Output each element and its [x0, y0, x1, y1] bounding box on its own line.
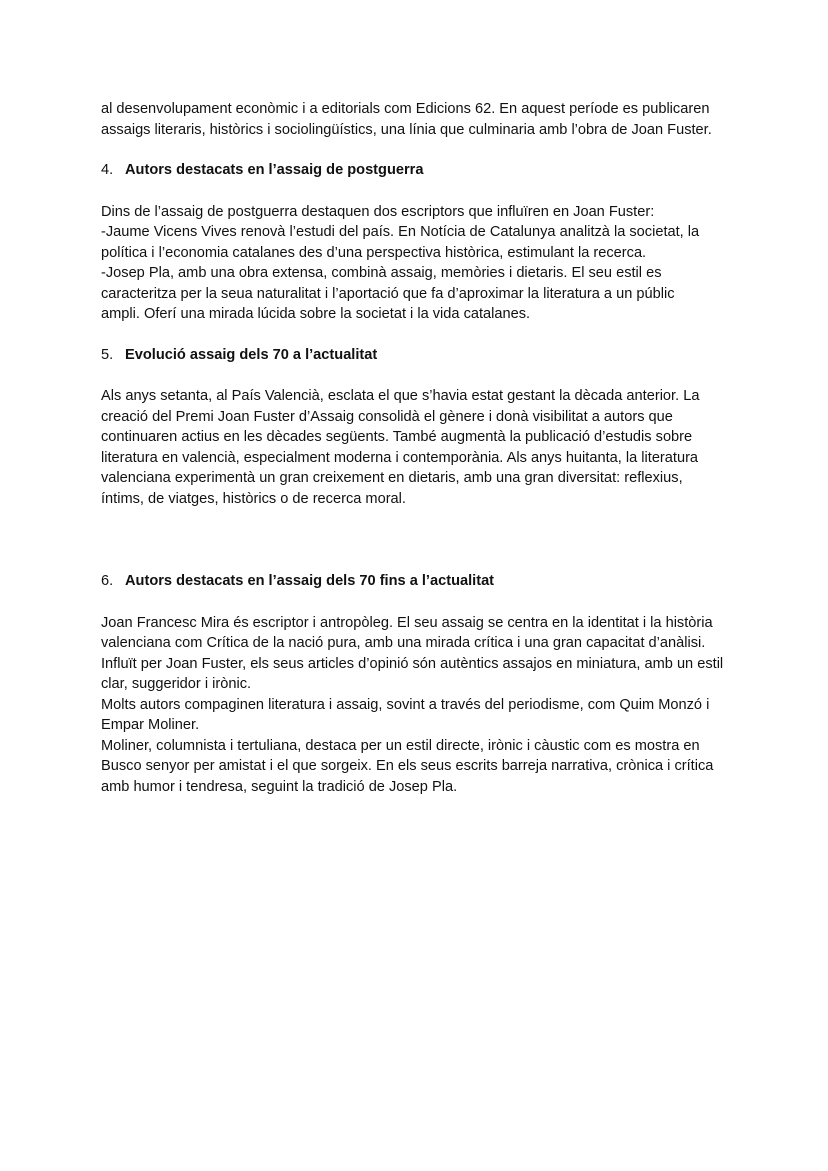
section-title: Evolució assaig dels 70 a l’actualitat	[125, 346, 378, 363]
paragraph-line: ampli. Oferí una mirada lúcida sobre la societat i la vida catalanes.	[101, 306, 531, 322]
section-6-paragraph	[101, 613, 761, 798]
paragraph-line: caracteritza per la seua naturalitat i l’aportació que fa d’aproximar la literatura a un públic	[101, 285, 675, 302]
paragraph-line: clar, suggeridor i irònic.	[101, 676, 252, 692]
document-content	[101, 99, 761, 797]
section-4-paragraph	[101, 202, 761, 325]
section-heading-5	[101, 345, 761, 366]
paragraph-line: valenciana experimentà un gran creixement en dietaris, amb una gran diversitat: reflexius,	[101, 470, 683, 486]
section-number: 6.	[101, 573, 114, 589]
paragraph-line: Moliner, columnista i tertuliana, destaca per un estil directe, irònic i càustic com es mostra en	[101, 737, 700, 754]
paragraph-line: Molts autors compaginen literatura i assaig, sovint a través del periodisme, com Quim Monzó i	[101, 696, 710, 713]
paragraph-line: Influït per Joan Fuster, els seus articles d’opinió són autèntics assajos en miniatura, amb un estil	[101, 655, 724, 672]
paragraph-line: Dins de l’assaig de postguerra destaquen dos escriptors que influïren en Joan Fuster:	[101, 203, 655, 220]
paragraph-line: -Josep Pla, amb una obra extensa, combinà assaig, memòries i dietaris. El seu estil es	[101, 265, 662, 281]
section-5-paragraph	[101, 386, 761, 509]
paragraph-line: creació del Premi Joan Fuster d’Assaig consolidà el gènere i donà visibilitat a autors que	[101, 408, 673, 425]
paragraph-line: assaigs literaris, històrics i sociolingüístics, una línia que culminaria amb l’obra de Joan Fuster.	[101, 121, 712, 138]
paragraph-line: amb humor i tendresa, seguint la tradició de Josep Pla.	[101, 778, 458, 795]
section-heading-4	[101, 160, 761, 181]
paragraph-line: al desenvolupament econòmic i a editorials com Edicions 62. En aquest període es publicaren	[101, 101, 710, 117]
intro-paragraph	[101, 99, 761, 140]
paragraph-line: literatura en valencià, especialment moderna i contemporània. Als anys huitanta, la literatura	[101, 449, 699, 466]
section-heading-6	[101, 571, 761, 592]
section-title: Autors destacats en l’assaig de postguerra	[125, 162, 424, 178]
paragraph-line: Busco senyor per amistat i el que sorgeix. En els seus escrits barreja narrativa, crònica i crítica	[101, 758, 714, 774]
paragraph-line: política i l’economia catalanes des d’una perspectiva històrica, estimulant la recerca.	[101, 244, 647, 261]
paragraph-line: valenciana com Crítica de la nació pura, amb una mirada crítica i una gran capacitat d’anàlisi.	[101, 635, 706, 651]
section-number: 4.	[101, 162, 114, 178]
paragraph-line: -Jaume Vicens Vives renovà l’estudi del país. En Notícia de Catalunya analitzà la societat, la	[101, 224, 700, 240]
paragraph-line: Empar Moliner.	[101, 717, 200, 733]
section-number: 5.	[101, 346, 114, 363]
paragraph-line: Als anys setanta, al País Valencià, esclata el que s’havia estat gestant la dècada anterior. La	[101, 388, 700, 404]
paragraph-line: íntims, de viatges, històrics o de recerca moral.	[101, 490, 406, 507]
paragraph-line: continuaren actius en les dècades següents. També augmentà la publicació d’estudis sobre	[101, 429, 693, 445]
paragraph-line: Joan Francesc Mira és escriptor i antropòleg. El seu assaig se centra en la identitat i la història	[101, 614, 713, 631]
section-title: Autors destacats en l’assaig dels 70 fins a l’actualitat	[125, 573, 495, 589]
